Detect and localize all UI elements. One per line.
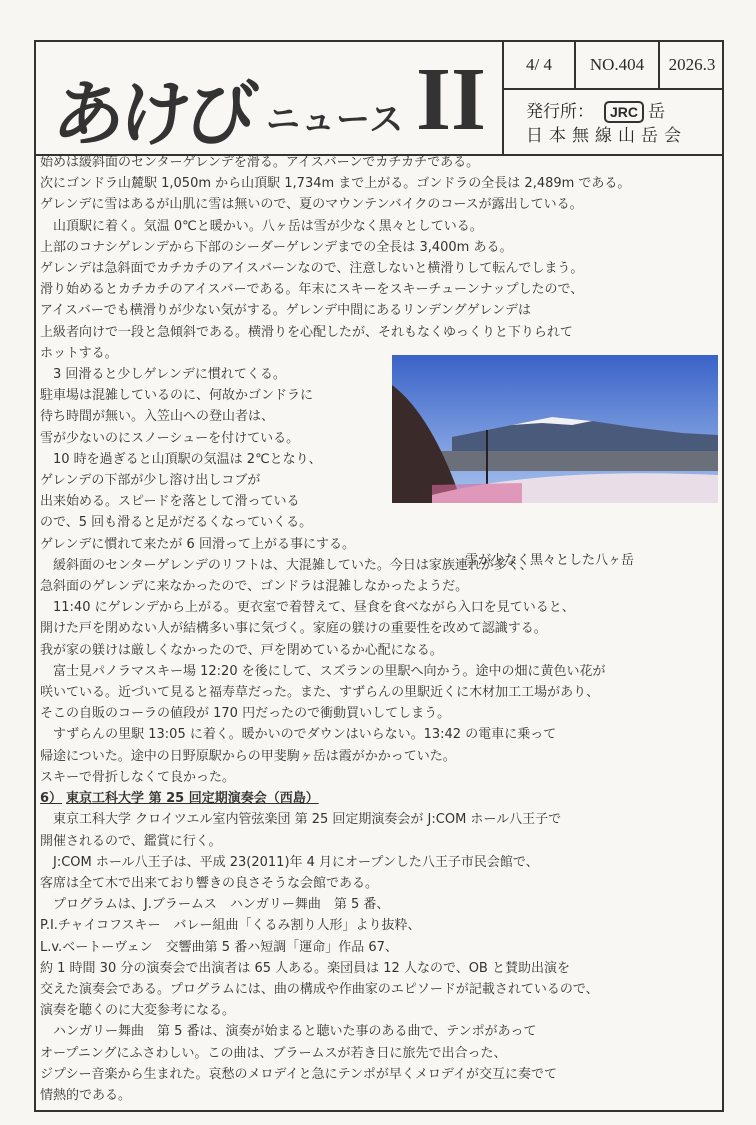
text-line: すずらんの里駅 13:05 に着く。暖かいのでダウンはいらない。13:42 の電車に乗って [40, 727, 557, 743]
text-line: ジプシー音楽から生まれた。哀愁のメロデイと急にテンポが早くメロデイが交互に奏でて [40, 1066, 558, 1082]
masthead [36, 42, 722, 156]
text-line: 始めは緩斜面のセンターゲレンデを滑る。アイスバーンでカチカチである。 [40, 155, 480, 170]
text-line: プログラムは、J.ブラームス ハンガリー舞曲 第 5 番、 [40, 897, 390, 913]
photo-caption: 雪が少なく黒々とした八ヶ岳 [465, 553, 635, 568]
yatsugatake-photo [392, 355, 718, 503]
text-line: 待ち時間が無い。入笠山への登山者は、 [40, 409, 275, 425]
text-line: ゲレンデに雪はあるが山肌に雪は無いので、夏のマウンテンバイクのコースが露出している。 [40, 197, 583, 213]
article-top [40, 152, 720, 364]
text-line: 上部のコナシゲレンデから下部のシーダーゲレンデまでの全長は 3,400m ある。 [40, 239, 513, 255]
text-line: 出来始める。スピードを落として滑っている [40, 494, 300, 510]
text-line: 緩斜面のセンターゲレンデのリフトは、大混雑していた。今日は家族連れが多く、 [40, 557, 533, 573]
text-line: P.I.チャイコフスキー バレー組曲「くるみ割り人形」より抜粋、 [40, 918, 421, 934]
ski-slope-image [392, 355, 718, 503]
section-number: 6） [40, 791, 63, 807]
text-line: 3 回滑ると少しゲレンデに慣れてくる。 [40, 367, 286, 383]
article-bottom [40, 809, 720, 1106]
text-line: ゲレンデに慣れて来たが 6 回滑って上がる事にする。 [40, 536, 355, 552]
text-line: アイスバーでも横滑りが少ない気がする。ゲレンデ中間にあるリンデングゲレンデは [40, 303, 532, 319]
text-line: 11:40 にゲレンデから上がる。更衣室で着替えて、昼食を食べながら入口を見ていると、 [40, 600, 575, 616]
text-line: 富士見パノラマスキー場 12:20 を後にして、スズランの里駅へ向かう。途中の畑に黄色い花が [40, 663, 606, 679]
text-line: J:COM ホール八王子は、平成 23(2011)年 4 月にオープンした八王子市民会館で、 [40, 854, 539, 870]
article-middle [40, 555, 720, 788]
section-heading [40, 788, 720, 809]
section-title: 東京工科大学 第 25 回定期演奏会（西島） [66, 791, 319, 807]
text-line: オープニングにふさわしい。この曲は、ブラームスが若き日に旅先で出合った、 [40, 1045, 507, 1061]
issue-number: NO.404 [576, 42, 660, 88]
jrc-badge: JRC [604, 101, 644, 123]
text-line: 我が家の躾けは厳しくなかったので、戸を閉めているか心配になる。 [40, 642, 443, 658]
text-line: L.v.ベートーヴェン 交響曲第 5 番ハ短調「運命」作品 67、 [40, 939, 398, 955]
text-line: 雪が少ないのにスノーシューを付けている。 [40, 430, 300, 446]
publisher-label: 発行所： [526, 102, 594, 122]
text-line: 急斜面のゲレンデに来なかったので、ゴンドラは混雑しなかったようだ。 [40, 579, 469, 595]
text-line: 滑り始めるとカチカチのアイスバーである。年末にスキーをスキーチューンナップしたので、 [40, 282, 584, 298]
text-line: 交えた演奏会である。プログラムには、曲の構成や作曲家のエピソードが記載されているので、 [40, 981, 599, 997]
logo-script: あけび [48, 71, 256, 156]
text-line: ので、5 回も滑ると足がだるくなっていくる。 [40, 515, 313, 531]
text-line: 上級者向けで一段と急傾斜である。横滑りを心配したが、それもなくゆっくりと下りられて [40, 324, 573, 340]
text-line: ゲレンデは急斜面でカチカチのアイスバーンなので、注意しないと横滑りして転んでしまう。 [40, 261, 584, 277]
publisher-suffix: 岳 [648, 102, 666, 122]
text-line: 10 時を過ぎると山頂駅の気温は 2℃となり、 [40, 451, 322, 467]
text-line: ハンガリー舞曲 第 5 番は、演奏が始まると聴いた事のある曲で、テンポがあって [40, 1024, 537, 1040]
article-body [40, 152, 720, 1106]
text-line: ホットする。 [40, 345, 118, 361]
text-line: そこの自販のコーラの値段が 170 円だったので衝動買いしてしまう。 [40, 706, 451, 722]
text-line: 約 1 時間 30 分の演奏会で出演者は 65 人ある。楽団員は 12 人なので、OB と賛助出演を [40, 960, 570, 976]
page-number: 4/ 4 [504, 42, 576, 88]
text-line: 客席は全て木で出来ており響きの良さそうな会館である。 [40, 875, 379, 891]
text-line: ゲレンデの下部が少し溶け出しコブが [40, 473, 261, 489]
text-line: 咲いている。近づいて見ると福寿草だった。また、すずらんの里駅近くに木材加工工場があり、 [40, 685, 600, 701]
publisher [504, 90, 724, 148]
text-line: 東京工科大学 クロイツエル室内管弦楽団 第 25 回定期演奏会が J:COM ホール八王子で [40, 812, 562, 828]
text-line: 開けた戸を閉めない人が結構多い事に気づく。家庭の躾けの重要性を改めて認識する。 [40, 621, 547, 637]
publisher-name: 日本無線山岳会 [526, 126, 687, 146]
text-line: 演奏を聴くのに大変参考になる。 [40, 1003, 236, 1019]
newsletter-logo [44, 50, 499, 156]
text-line: 開催されるので、鑑賞に行く。 [40, 833, 222, 849]
issue-date: 2026.3 [668, 55, 716, 74]
text-line: 情熱的である。 [40, 1087, 132, 1103]
text-line: 帰途についた。途中の日野原駅からの甲斐駒ヶ岳は霞がかかっていた。 [40, 748, 456, 764]
logo-news: ニュース [266, 100, 405, 140]
logo-roman-numeral: II [416, 50, 487, 149]
text-line: 駐車場は混雑しているのに、何故かゴンドラに [40, 388, 314, 404]
text-line: スキーで骨折しなくて良かった。 [40, 769, 236, 785]
text-line: 次にゴンドラ山麓駅 1,050m から山頂駅 1,734m まで上がる。ゴンドラの全長は 2,489m である。 [40, 176, 631, 192]
text-line: 山頂駅に着く。気温 0℃と暖かい。八ヶ岳は雪が少なく黒々としている。 [40, 218, 483, 234]
issue-info [502, 42, 724, 154]
